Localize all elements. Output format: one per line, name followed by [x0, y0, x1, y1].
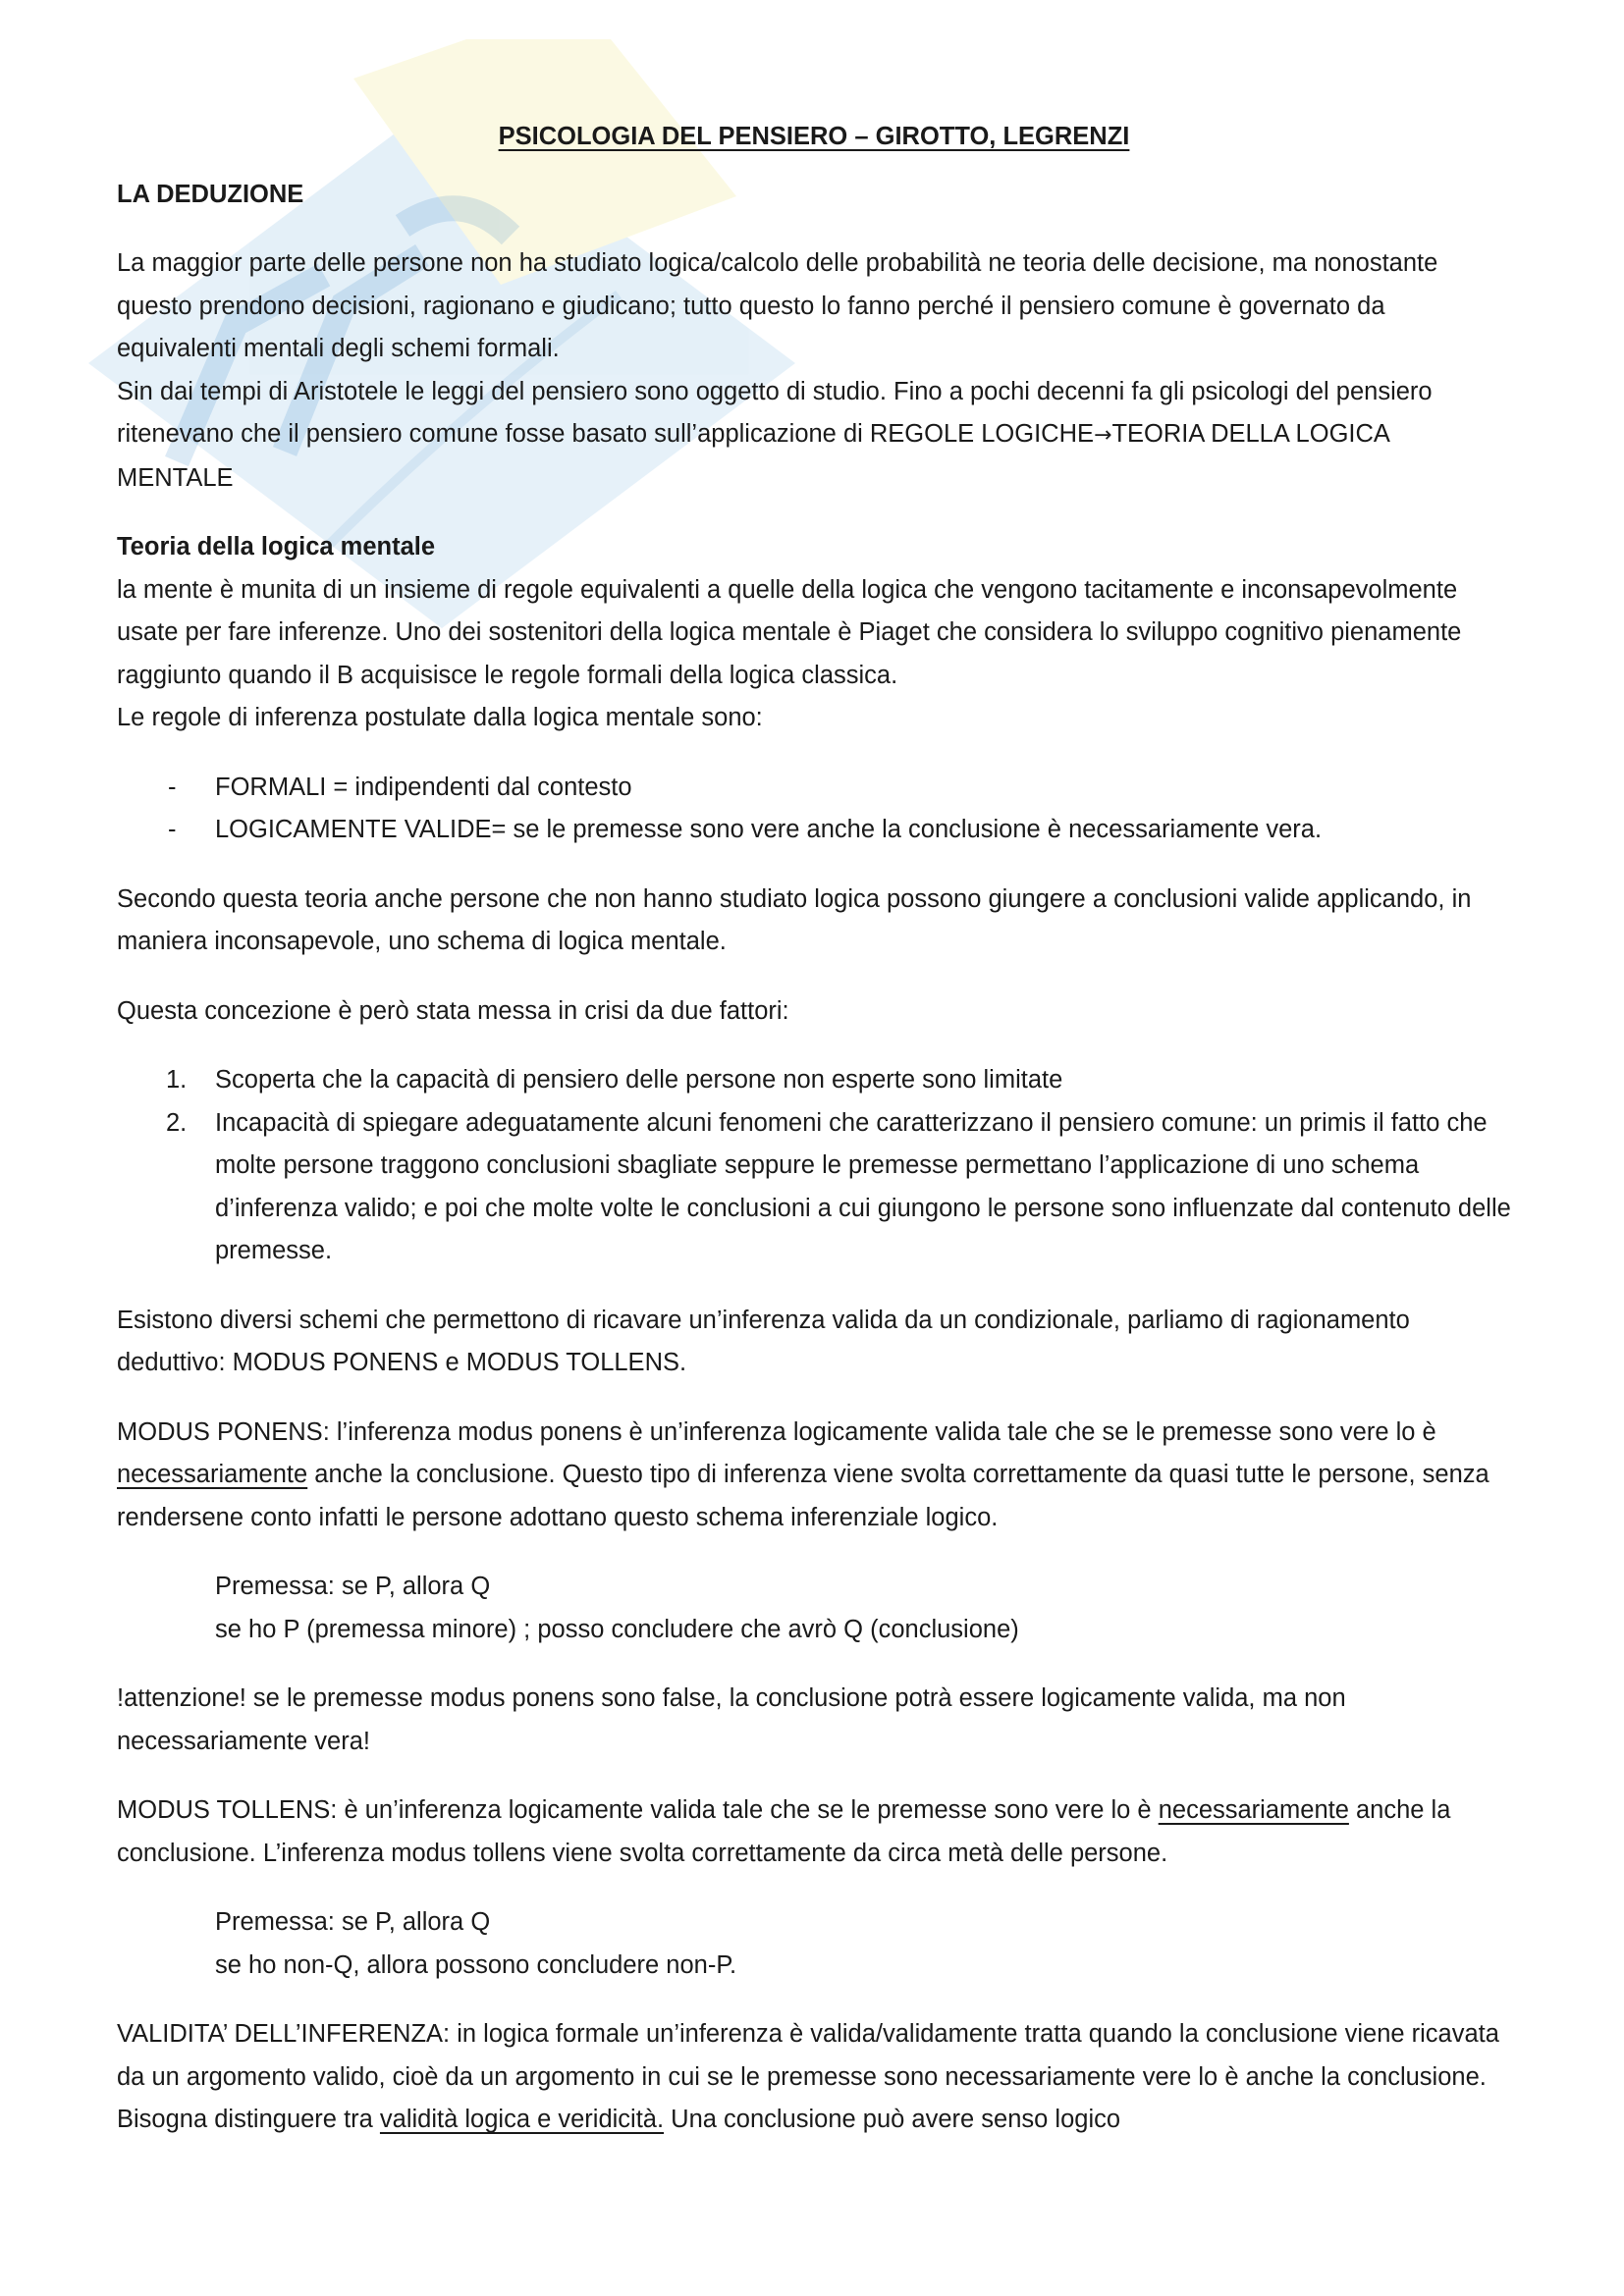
warning-paragraph: !attenzione! se le premesse modus ponens sono false, la conclusione potrà essere logicamente valida, ma non necessariamente vera!	[117, 1684, 1346, 1755]
validity-paragraph	[117, 2013, 1511, 2142]
list-bullet: -	[168, 773, 177, 801]
list-item	[117, 809, 1511, 852]
validity-underlined: validità logica e veridicità.	[379, 2106, 665, 2133]
crisis-paragraph: Questa concezione è però stata messa in crisi da due fattori:	[117, 996, 789, 1025]
modus-ponens-tail: anche la conclusione. Questo tipo di inferenza viene svolta correttamente da quasi tutte le persone, senza rendersene conto infatti le persone adottano questo schema inferenziale logico.	[117, 1461, 1489, 1531]
example-line: Premessa: se P, allora Q	[215, 1573, 491, 1600]
intro-paragraph-1: La maggior parte delle persone non ha studiato logica/calcolo delle probabilità ne teoria delle decisione, ma nonostante questo prendono decisioni, ragionano e giudicano; tutto questo lo fanno perché il pensiero comune è governato da equivalenti mentali degli schemi formali.	[117, 249, 1438, 362]
page-title: PSICOLOGIA DEL PENSIERO – GIROTTO, LEGRENZI	[498, 123, 1130, 150]
intro-paragraph-2-tail: TEORIA DELLA LOGICA MENTALE	[117, 420, 1389, 492]
validity-tail: Una conclusione può avere senso logico	[664, 2106, 1121, 2133]
subheading-logica-mentale: Teoria della logica mentale	[117, 533, 436, 561]
intro-paragraph-2	[117, 371, 1511, 501]
logic-paragraph-2: Le regole di inferenza postulate dalla logica mentale sono:	[117, 704, 763, 731]
list-item-text: Scoperta che la capacità di pensiero delle persone non esperte sono limitate	[215, 1066, 1063, 1094]
modus-tollens-example	[117, 1901, 1511, 1987]
modus-tollens-underlined: necessariamente	[1158, 1796, 1349, 1824]
example-line: se ho P (premessa minore) ; posso concludere che avrò Q (conclusione)	[215, 1615, 1019, 1643]
list-item-text: Incapacità di spiegare adeguatamente alcuni fenomeni che caratterizzano il pensiero comune: un primis il fatto che molte persone traggono conclusioni sbagliate seppure le premesse permettano l’applicazione di uno schema d’inferenza valido; e poi che molte volte le conclusioni a cui giungono le persone sono influenzate dal contenuto delle premesse.	[215, 1108, 1511, 1264]
modus-tollens-text: MODUS TOLLENS: è un’inferenza logicamente valida tale che se le premesse sono vere lo è	[117, 1796, 1159, 1824]
list-item-text: FORMALI = indipendenti dal contesto	[215, 773, 632, 801]
list-number: 1.	[166, 1066, 188, 1094]
list-item	[117, 1102, 1511, 1273]
modus-tollens-tail: anche la conclusione. L’inferenza modus tollens viene svolta correttamente da circa metà delle persone.	[117, 1796, 1451, 1867]
modus-ponens-underlined: necessariamente	[117, 1461, 308, 1488]
factors-list	[117, 1059, 1511, 1273]
modus-tollens-paragraph	[117, 1789, 1511, 1875]
example-line: se ho non-Q, allora possono concludere non-P.	[215, 1950, 737, 1979]
validity-text: VALIDITA’ DELL’INFERENZA: in logica formale un’inferenza è valida/validamente tratta quando la conclusione viene ricavata da un argomento valido, cioè da un argomento in cui se le premesse sono necessariamente vere lo è anche la conclusione. Bisogna distinguere tra	[117, 2020, 1499, 2133]
list-number: 2.	[166, 1108, 188, 1137]
modus-ponens-text: MODUS PONENS: l’inferenza modus ponens è un’inferenza logicamente valida tale che se le premesse sono vere lo è	[117, 1417, 1436, 1446]
right-arrow-icon: →	[1094, 423, 1112, 448]
list-item	[117, 767, 1511, 810]
list-item	[117, 1059, 1511, 1102]
schemes-paragraph: Esistono diversi schemi che permettono di ricavare un’inferenza valida da un condizionale, parliamo di ragionamento deduttivo: MODUS PONENS e MODUS TOLLENS.	[117, 1306, 1410, 1376]
logic-paragraph-1: la mente è munita di un insieme di regole equivalenti a quelle della logica che vengono tacitamente e inconsapevolmente usate per fare inferenze. Uno dei sostenitori della logica mentale è Piaget che considera lo sviluppo cognitivo pienamente raggiunto quando il B acquisisce le regole formali della logica classica.	[117, 575, 1462, 689]
document-page	[117, 116, 1511, 2168]
example-line: Premessa: se P, allora Q	[215, 1908, 491, 1936]
list-item-text: LOGICAMENTE VALIDE= se le premesse sono vere anche la conclusione è necessariamente vera.	[215, 816, 1323, 843]
rules-list	[117, 767, 1511, 852]
modus-ponens-paragraph	[117, 1412, 1511, 1540]
intro-paragraph-2-text: Sin dai tempi di Aristotele le leggi del pensiero sono oggetto di studio. Fino a pochi decenni fa gli psicologi del pensiero ritenevano che il pensiero comune fosse basato sull’applicazione di REGOLE LOGICHE	[117, 377, 1433, 448]
section-heading-deduzione: LA DEDUZIONE	[117, 180, 304, 208]
theory-paragraph: Secondo questa teoria anche persone che non hanno studiato logica possono giungere a conclusioni valide applicando, in maniera inconsapevole, uno schema di logica mentale.	[117, 884, 1472, 955]
modus-ponens-example	[117, 1566, 1511, 1651]
list-bullet: -	[168, 816, 177, 843]
